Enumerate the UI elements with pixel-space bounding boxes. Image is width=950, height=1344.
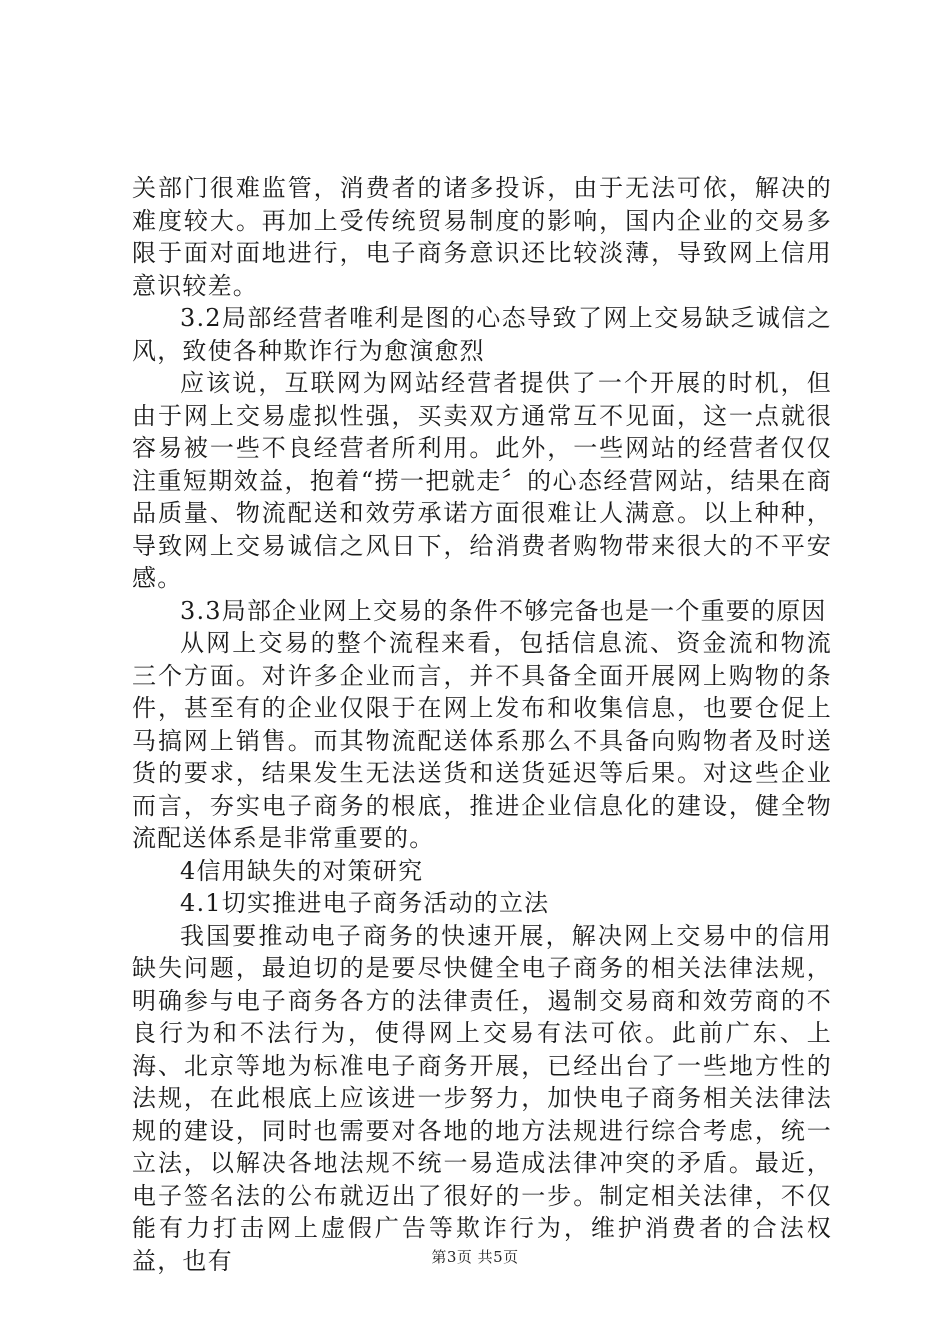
paragraph-3-2-body: 应该说，互联网为网站经营者提供了一个开展的时机，但由于网上交易虚拟性强，买卖双方通常互不见面，这一点就很容易被一些不良经营者所利用。此外，一些网站的经营者仅仅注重短期效益，抱着“捞一把就走〞的心态经营网站，结果在商品质量、物流配送和效劳承诺方面很难让人满意。以上种种，导致网上交易诚信之风日下，给消费者购物带来很大的不平安感。 <box>132 369 832 592</box>
section-heading-4: 4信用缺失的对策研究 <box>180 856 424 885</box>
document-body <box>132 172 832 1277</box>
page-footer: 第3页 共5页 <box>431 1248 519 1266</box>
section-heading-3-3: 3.3局部企业网上交易的条件不够完备也是一个重要的原因 <box>180 596 827 625</box>
paragraph-3-3-body: 从网上交易的整个流程来看，包括信息流、资金流和物流三个方面。对许多企业而言，并不具备全面开展网上购物的条件，甚至有的企业仅限于在网上发布和收集信息，也要仓促上马搞网上销售。而其物流配送体系那么不具备向购物者及时送货的要求，结果发生无法送货和送货延迟等后果。对这些企业而言，夯实电子商务的根底，推进企业信息化的建设，健全物流配送体系是非常重要的。 <box>132 629 832 852</box>
section-heading-3-2: 3.2局部经营者唯利是图的心态导致了网上交易缺乏诚信之风，致使各种欺诈行为愈演愈烈 <box>132 304 832 365</box>
section-heading-4-1: 4.1切实推进电子商务活动的立法 <box>180 889 550 917</box>
paragraph-4-1-body: 我国要推动电子商务的快速开展，解决网上交易中的信用缺失问题，最迫切的是要尽快健全电子商务的相关法律法规，明确参与电子商务各方的法律责任，遏制交易商和效劳商的不良行为和不法行为，使得网上交易有法可依。此前广东、上海、北京等地为标准电子商务开展，已经出台了一些地方性的法规，在此根底上应该进一步努力，加快电子商务相关法律法规的建设，同时也需要对各地的地方法规进行综合考虑，统一立法，以解决各地法规不统一易造成法律冲突的矛盾。最近，电子签名法的公布就迈出了很好的一步。制定相关法律，不仅能有力打击网上虚假广告等欺诈行为，维护消费者的合法权益，也有 <box>132 921 832 1275</box>
paragraph-continuation: 关部门很难监管，消费者的诸多投诉，由于无法可依，解决的难度较大。再加上受传统贸易制度的影响，国内企业的交易多限于面对面地进行，电子商务意识还比较淡薄，导致网上信用意识较差。 <box>132 174 832 300</box>
